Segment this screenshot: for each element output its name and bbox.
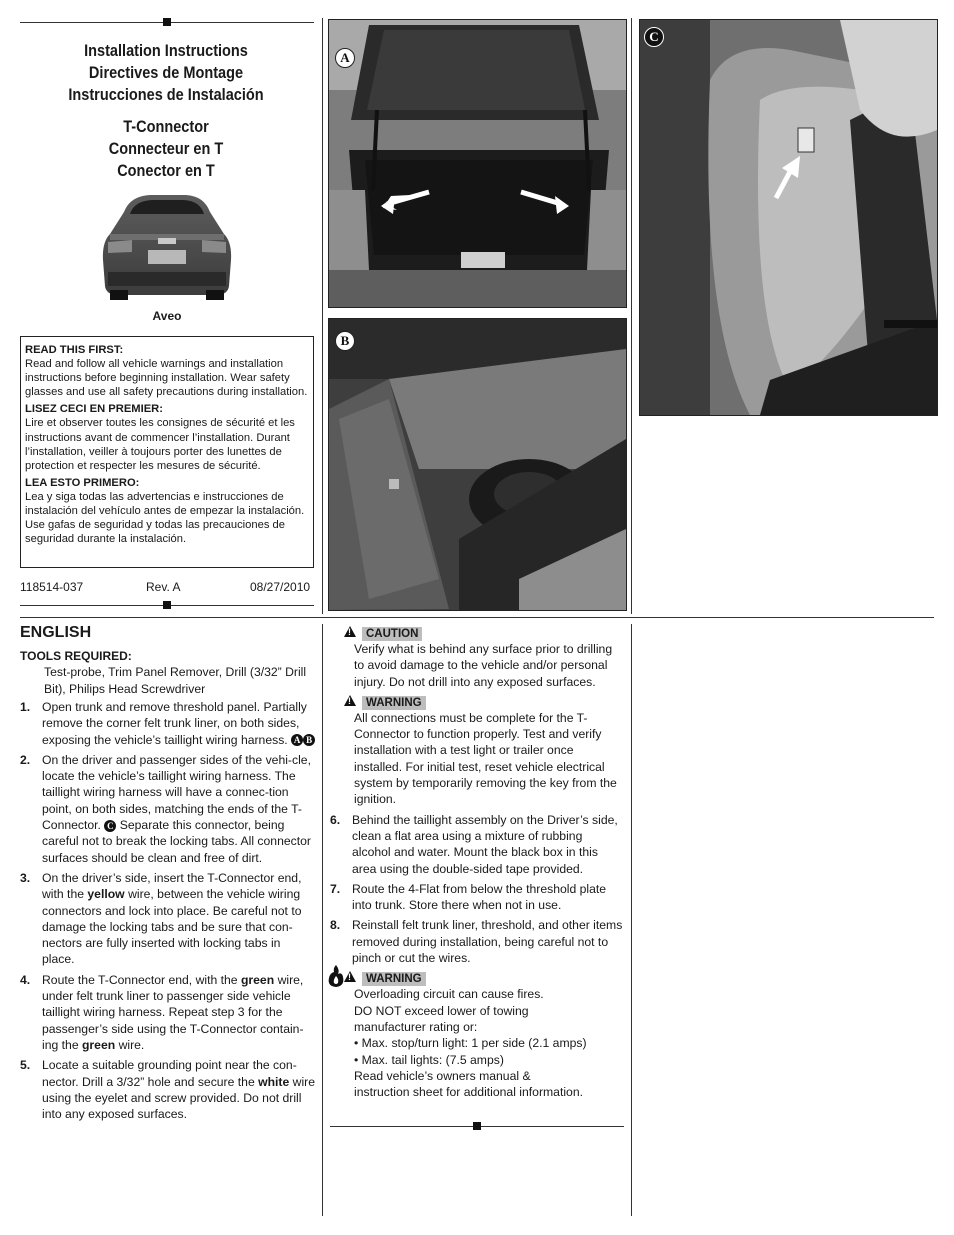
step-text: Reinstall felt trunk liner, threshold, and other items removed during installation, being careful not to pinch or cut the wires. (352, 918, 623, 966)
figure-a-badge: A (335, 48, 355, 68)
step-number: 2. (20, 752, 31, 767)
trunk-open-image (329, 20, 626, 307)
taillight-harness-image (640, 20, 937, 415)
vehicle-photo (100, 190, 234, 302)
figure-c-photo (639, 19, 938, 416)
warning-icon (344, 695, 356, 706)
step-text: Behind the taillight assembly on the Driver’s side, clean a flat area using a mixture of rubbing alcohol and water. Mount the black box in this area using the double-sided tape provided. (352, 812, 618, 876)
warning-line: Read vehicle’s owners manual & (354, 1068, 531, 1083)
step-4 (20, 972, 316, 1053)
section-rule (20, 617, 934, 618)
step-text: wire using the eyelet and screw provided. Do not drill into any exposed surfaces. (42, 1074, 316, 1122)
rule-marker (163, 18, 171, 26)
wire-color-green: green (240, 972, 275, 987)
step-1 (20, 699, 316, 748)
read-first-box (20, 336, 314, 568)
column-divider (631, 18, 632, 614)
fire-icon (326, 964, 346, 988)
warning-label: WARNING (362, 696, 426, 710)
figure-b-photo (328, 318, 627, 611)
column-divider (322, 18, 323, 614)
step-text: wire, between the vehicle wiring connectors and lock into place. Be careful not to damage the locking tabs and be sure that con-nectors are fully inserted with locking tabs in place. (42, 887, 302, 967)
english-column-1 (20, 648, 316, 1126)
rule-marker (473, 1122, 481, 1130)
read-first-text-en: Read and follow all vehicle warnings and installation instructions before beginning installation. Wear safety glasses and use all safety precautions during installation. (25, 358, 308, 399)
read-first-text-es: Lea y siga todas las advertencias e instrucciones de instalación del vehículo antes de empezar la instalación. Use gafas de seguridad y todas las precauciones de seguridad durante la instalación. (25, 490, 305, 546)
warning-row-2 (330, 970, 624, 986)
warning-2-text (330, 986, 624, 1100)
read-first-heading-en: READ THIS FIRST: (25, 344, 124, 356)
figure-b-ref: B (303, 734, 315, 746)
product-english: T-Connector (123, 118, 209, 136)
step-text: Locate a suitable grounding point near the con-nector. Drill a 3/32” hole and secure the (42, 1058, 297, 1089)
step-7 (330, 881, 624, 914)
step-5 (20, 1057, 316, 1122)
step-number: 3. (20, 870, 31, 885)
caution-row (330, 625, 624, 641)
step-number: 8. (330, 918, 341, 933)
wire-color-yellow: yellow (87, 887, 125, 902)
read-first-heading-fr: LISEZ CECI EN PREMIER: (25, 403, 163, 416)
step-number: 5. (20, 1058, 31, 1073)
product-title (55, 116, 277, 182)
warning-row-1 (330, 694, 624, 710)
step-8 (330, 917, 624, 966)
title-french: Directives de Montage (88, 64, 244, 82)
step-2 (20, 752, 316, 866)
warning-icon (344, 971, 356, 982)
warning-label: WARNING (362, 972, 426, 986)
trunk-interior-image (329, 319, 626, 610)
part-number: 118514-037 (20, 580, 84, 594)
product-spanish: Conector en T (117, 162, 215, 180)
caution-text: Verify what is behind any surface prior to drilling to avoid damage to the vehicle and/or personal injury. Do not drill into any exposed surfaces. (354, 642, 613, 689)
read-first-heading-es: LEA ESTO PRIMERO: (25, 476, 140, 489)
title-english: Installation Instructions (84, 42, 248, 60)
column-divider (322, 624, 323, 1216)
step-text: Separate this connector, being careful not to break the locking tabs. All connector surfaces should be clean and free of dirt. (42, 818, 311, 865)
caution-label: CAUTION (362, 627, 422, 641)
tools-heading: TOOLS REQUIRED: (20, 649, 132, 663)
revision: Rev. A (146, 580, 181, 594)
step-number: 4. (20, 972, 31, 987)
date: 08/27/2010 (250, 580, 311, 594)
wire-color-green: green (81, 1037, 116, 1052)
warning-line: DO NOT exceed lower of towing (354, 1003, 529, 1018)
read-first-text-fr: Lire et observer toutes les consignes de sécurité et les instructions avant de commencer l’installation. Durant l’installation, veiller à toujours porter des lunettes de protection et respecter les mesures de sécurité. (25, 417, 295, 472)
warning-text: All connections must be complete for the T-Connector to function properly. Test and verify installation with a test light or trailer once installed. For initial test, reset vehicle electrical system by temporarily removing the key from the ignition. (354, 710, 617, 807)
step-text: wire. (118, 1037, 145, 1052)
title-spanish: Instrucciones de Instalación (68, 86, 264, 104)
warning-line: instruction sheet for additional information. (354, 1085, 583, 1100)
product-french: Connecteur en T (108, 140, 224, 158)
step-6 (330, 812, 624, 877)
step-number: 1. (20, 700, 31, 714)
step-text: Route the 4-Flat from below the threshold plate into trunk. Store there when not in use. (352, 881, 607, 913)
figure-a-ref: A (291, 734, 303, 746)
tools-text: Test-probe, Trim Panel Remover, Drill (3/32” Drill Bit), Philips Head Screwdriver (44, 665, 307, 696)
column-divider (631, 624, 632, 1216)
warning-line: • Max. tail lights: (7.5 amps) (354, 1052, 504, 1067)
figure-a-photo (328, 19, 627, 308)
step-number: 7. (330, 881, 341, 896)
rule-marker (163, 601, 171, 609)
figure-c-ref: C (104, 820, 116, 832)
warning-line: manufacturer rating or: (354, 1019, 478, 1034)
english-column-2 (330, 623, 624, 1100)
step-text: wire, under felt trunk liner to passenger side vehicle taillight wiring harness. Repeat step 3 for the passenger’s side using the T-Connector contain-ing the (42, 972, 304, 1052)
wire-color-white: white (258, 1074, 290, 1089)
figure-b-badge: B (335, 331, 355, 351)
step-text: Open trunk and remove threshold panel. Partially remove the corner felt trunk liner, on both sides, exposing the vehicle’s taillight wiring harness. (42, 700, 307, 747)
step-text: On the driver and passenger sides of the vehi-cle, locate the vehicle’s taillight wiring harness. The taillight wiring harness will have a connec-tion point, on both sides, matching the ends of the T-Connector. (42, 752, 311, 833)
warning-line: • Max. stop/turn light: 1 per side (2.1 amps) (354, 1036, 587, 1051)
step-text: Route the T-Connector end, with the (42, 972, 238, 987)
step-3 (20, 870, 316, 968)
page-title (55, 40, 277, 106)
step-text: On the driver’s side, insert the T-Connector end, with the (42, 870, 302, 902)
figure-c-badge: C (644, 27, 664, 47)
step-number: 6. (330, 812, 341, 827)
vehicle-caption: Aveo (152, 309, 182, 323)
warning-line: Overloading circuit can cause fires. (354, 987, 544, 1002)
warning-icon (344, 626, 356, 637)
english-heading: ENGLISH (20, 624, 92, 641)
